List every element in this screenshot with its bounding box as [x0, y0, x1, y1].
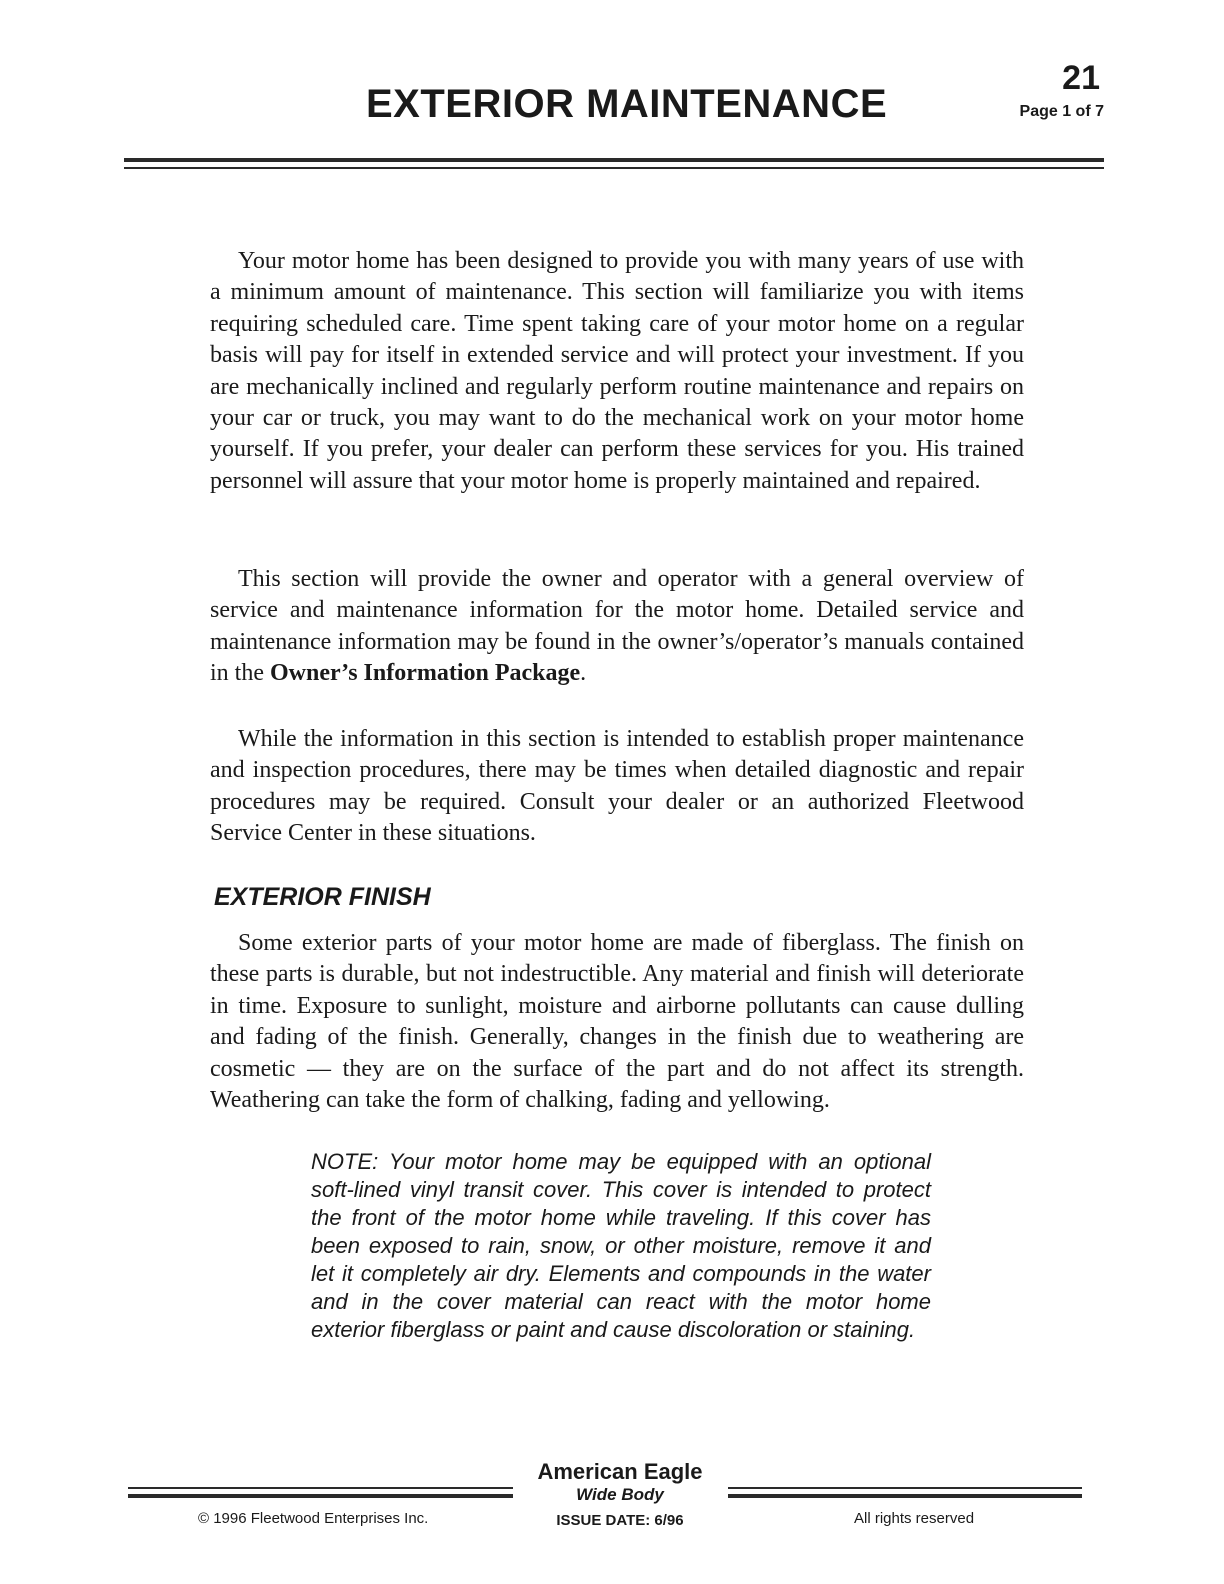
footer-rule-left-thick	[128, 1494, 513, 1498]
intro-paragraph-1: Your motor home has been designed to provide you with many years of use with a minimum amount of maintenance. This section will familiarize you with items requiring scheduled care. Time spent taking care of your motor home on a regular basis will pay for itself in extended service and will protect your investment. If you are mechanically inclined and regularly perform routine maintenance and repairs on your car or truck, you may want to do the mechanical work on your motor home yourself. If you prefer, your dealer can perform these services for you. His trained personnel will assure that your motor home is properly maintained and repaired.	[210, 248, 1024, 494]
intro-paragraph-2-end: .	[580, 660, 587, 687]
intro-paragraph-2-text: This section will provide the owner and operator with a general overview of service and maintenance information for the motor home. Detailed service and maintenance information may be found in the owner’s/operator’s manuals contained in the	[210, 566, 1024, 687]
header-rule-thick	[124, 158, 1104, 162]
intro-paragraph-2	[210, 564, 1024, 690]
footer-rights: All rights reserved	[854, 1510, 975, 1527]
footer-copyright: © 1996 Fleetwood Enterprises Inc.	[198, 1510, 429, 1527]
footer-brand: American Eagle	[537, 1459, 703, 1484]
exterior-finish-paragraph: Some exterior parts of your motor home are made of fiberglass. The finish on these parts is durable, but not indestructible. Any material and finish will deteriorate in time. Exposure to sunlight, moisture and airborne pollutants can cause dulling and fading of the finish. Generally, changes in the finish due to weathering are cosmetic — they are on the surface of the part and do not affect its strength. Weathering can take the form of chalking, fading and yellowing.	[210, 930, 1024, 1114]
footer-rule-left-thin	[128, 1487, 513, 1489]
footer-rule-right-thick	[728, 1494, 1082, 1498]
header-rule-thin	[124, 167, 1104, 169]
note-transit-cover: NOTE: Your motor home may be equipped with an optional soft-lined vinyl transit cover. This cover is intended to protect the front of the motor home while traveling. If this cover has been exposed to rain, snow, or other moisture, remove it and let it completely air dry. Elements and compounds in the water and in the cover material can react with the motor home exterior fiberglass or paint and cause discoloration or staining.	[311, 1149, 931, 1342]
section-heading-exterior-finish: EXTERIOR FINISH	[214, 883, 431, 911]
footer-issue-date: ISSUE DATE: 6/96	[556, 1512, 684, 1529]
page-indicator: Page 1 of 7	[1019, 103, 1104, 120]
footer-model: Wide Body	[576, 1485, 664, 1504]
owners-information-package: Owner’s Information Package	[270, 660, 581, 687]
page-title: EXTERIOR MAINTENANCE	[366, 82, 888, 126]
intro-paragraph-3: While the information in this section is intended to establish proper maintenance and inspection procedures, there may be times when detailed diagnostic and repair procedures may be required. Consult your dealer or an authorized Fleetwood Service Center in these situations.	[210, 726, 1024, 847]
chapter-number: 21	[1062, 59, 1100, 97]
footer-rule-right-thin	[728, 1487, 1082, 1489]
